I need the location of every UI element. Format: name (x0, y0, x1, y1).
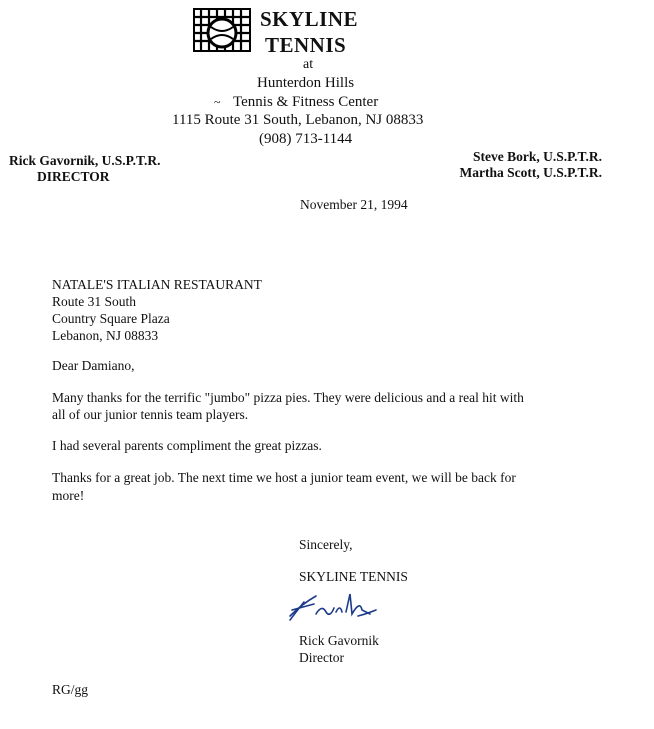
brand-name-line1: SKYLINE (260, 7, 359, 31)
paragraph-1-line-2: all of our junior tennis team players. (52, 407, 249, 422)
letter-date: November 21, 1994 (300, 197, 408, 212)
address-line: 1115 Route 31 South, Lebanon, NJ 08833 (172, 112, 424, 128)
salutation: Dear Damiano, (52, 358, 135, 373)
recipient-line: NATALE'S ITALIAN RESTAURANT (52, 277, 262, 292)
paragraph-1-line-1: Many thanks for the terrific "jumbo" pizza pies. They were delicious and a real hit with (52, 390, 524, 405)
paragraph-3-line-1: Thanks for a great job. The next time we host a junior team event, we will be back for (52, 470, 516, 485)
closing: Sincerely, (299, 537, 353, 552)
staff-left-name: Rick Gavornik, U.S.P.T.R. (9, 153, 161, 168)
staff-right-line2: Martha Scott, U.S.P.T.R. (459, 165, 602, 180)
phone-line: (908) 713-1144 (259, 131, 353, 147)
paragraph-2: I had several parents compliment the great pizzas. (52, 438, 322, 453)
at-text: at (303, 57, 314, 72)
typist-initials: RG/gg (52, 682, 89, 697)
recipient-line: Country Square Plaza (52, 311, 170, 326)
handwritten-signature (286, 590, 382, 624)
tennis-net-ball-logo-icon (193, 8, 251, 52)
signer-name: Rick Gavornik (299, 633, 379, 648)
staff-right-line1: Steve Bork, U.S.P.T.R. (472, 149, 602, 164)
dash-mark-icon: ~ (214, 95, 221, 109)
venue-line1: Hunterdon Hills (257, 75, 355, 91)
brand-name-line2: TENNIS (265, 33, 347, 57)
closing-organization: SKYLINE TENNIS (299, 569, 408, 584)
staff-left-title: DIRECTOR (37, 169, 110, 184)
signer-title: Director (299, 650, 344, 665)
recipient-line: Lebanon, NJ 08833 (52, 328, 159, 343)
paragraph-3-line-2: more! (52, 488, 85, 503)
recipient-line: Route 31 South (52, 294, 137, 309)
venue-line2: Tennis & Fitness Center (233, 94, 379, 110)
